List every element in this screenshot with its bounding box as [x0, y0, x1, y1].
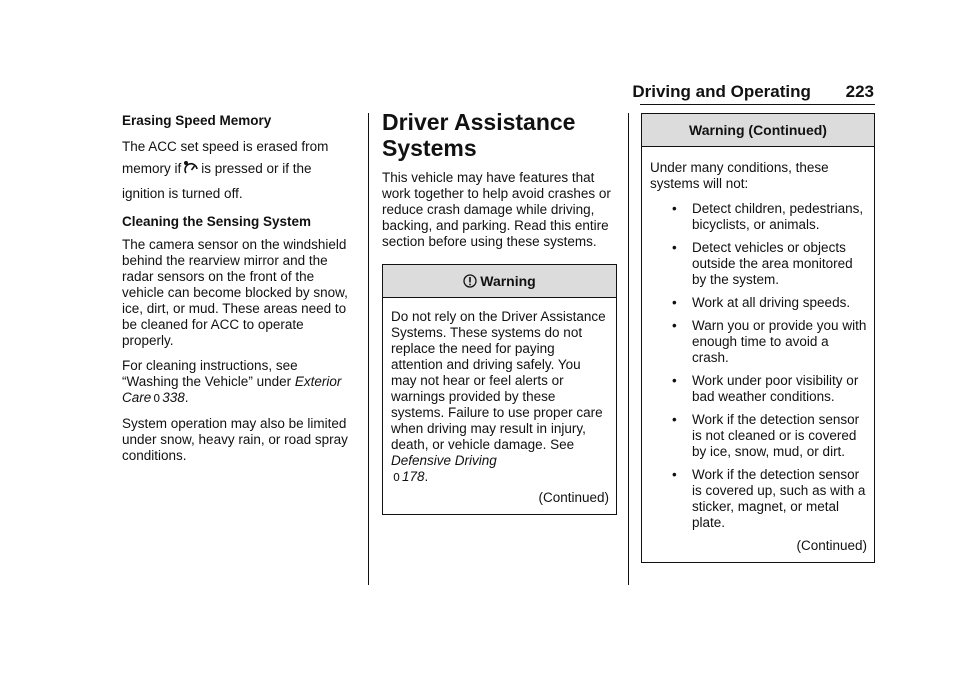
defensive-driving-page[interactable]: 178 — [402, 469, 425, 484]
cleaning-sensing-heading: Cleaning the Sensing System — [122, 214, 312, 229]
list-item: • Work at all driving speeds. — [672, 295, 851, 310]
warning-continued-title: Warning (Continued) — [642, 114, 874, 147]
list-item: • Work if the detection sensor is covered up, such as with a sticker, magnet, or metal plate. — [672, 467, 866, 530]
erase-paragraph: The ACC set speed is erased from memory if is pressed or if the ignition is turned off. — [122, 139, 329, 201]
section-title: Driving and Operating — [632, 82, 811, 101]
driver-assistance-heading: Driver Assistance Systems — [382, 109, 576, 161]
cleaning-paragraph: The camera sensor on the windshield behind the rearview mirror and the radar sensors on the front of the vehicle can become blocked by snow, ice, dirt, or mud. These areas need to be cleaned for ACC to operate properly. — [122, 237, 348, 348]
warning-body — [383, 298, 616, 514]
cruise-cancel-icon — [183, 160, 199, 183]
exterior-care-page[interactable]: 338 — [162, 390, 185, 405]
column-divider-right — [628, 113, 629, 585]
list-item: • Work if the detection sensor is not cleaned or is covered by ice, snow, mud, or dirt. — [672, 412, 860, 459]
warning-box — [382, 264, 617, 515]
page-header — [632, 82, 874, 102]
instructions-paragraph: For cleaning instructions, see “Washing the Vehicle” under Exterior Care 0 338. — [122, 358, 342, 405]
conditions-intro: Under many conditions, these systems will not: — [650, 160, 829, 191]
driver-assistance-intro: This vehicle may have features that work together to help avoid crashes or reduce crash damage while driving, backing, and parking. Read this entire section before using these systems. — [382, 170, 611, 249]
warning-text: Do not rely on the Driver Assistance Systems. These systems do not replace the need for paying attention and driving safely. You may not hear or feel alerts or warnings provided by these systems. Failure to use proper care when driving may result in injury, death, or vehicle damage. See Defensive Driving 0 178. — [391, 309, 606, 484]
warning-title-bar — [383, 265, 616, 298]
column-3 — [641, 113, 875, 563]
conditions-list — [650, 201, 867, 531]
limitation-paragraph: System operation may also be limited under snow, heavy rain, or road spray conditions. — [122, 416, 348, 463]
page-ref-arrow-icon: 0 — [153, 392, 161, 405]
warning-continued-body — [642, 147, 874, 562]
header-rule — [640, 104, 875, 105]
warning-title: Warning — [480, 273, 536, 289]
warning-icon — [463, 267, 477, 299]
column-1 — [122, 113, 357, 473]
warning-continued-box — [641, 113, 875, 563]
column-divider-left — [368, 113, 369, 585]
list-item: • Warn you or provide you with enough time to avoid a crash. — [672, 318, 867, 365]
defensive-driving-link[interactable]: Defensive Driving — [391, 453, 497, 468]
list-item: • Detect children, pedestrians, bicyclists, or animals. — [672, 201, 864, 232]
page-ref-arrow-icon: 0 — [393, 471, 400, 484]
continued-label: (Continued) — [538, 490, 609, 505]
column-2 — [382, 109, 617, 515]
list-item: • Detect vehicles or objects outside the area monitored by the system. — [672, 240, 853, 287]
erasing-speed-memory-heading: Erasing Speed Memory — [122, 113, 272, 128]
exterior-care-link[interactable]: Exterior Care — [122, 374, 342, 405]
continued-label: (Continued) — [796, 538, 867, 553]
list-item: • Work under poor visibility or bad weather conditions. — [672, 373, 859, 404]
page-number: 223 — [845, 82, 874, 101]
